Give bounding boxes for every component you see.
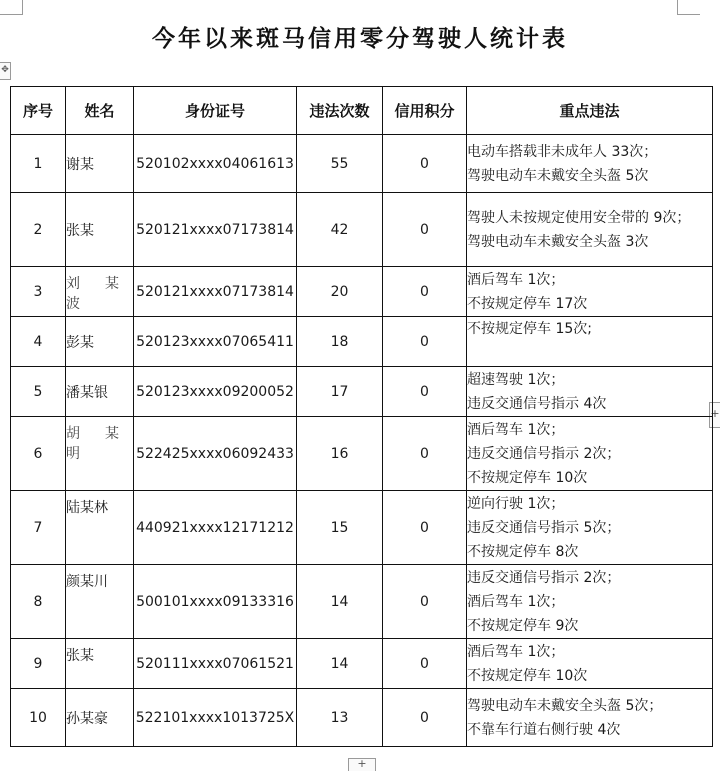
- violation-line: 违反交通信号指示 5次；: [467, 519, 621, 536]
- cell-seq: 2: [11, 193, 66, 267]
- cell-id-number: 522425xxxx06092433: [134, 417, 297, 491]
- violation-line: 违反交通信号指示 4次: [467, 395, 607, 412]
- cell-key-violations: [467, 317, 713, 367]
- cell-seq: 4: [11, 317, 66, 367]
- violation-line: 不按规定停车 8次: [467, 543, 579, 560]
- table-row: [11, 135, 713, 193]
- cell-name: 张某: [66, 639, 134, 689]
- cell-violation-count: 20: [297, 267, 383, 317]
- violation-line: 驾驶电动车未戴安全头盔 5次；: [467, 697, 663, 714]
- cell-key-violations: [467, 491, 713, 565]
- cell-credit-score: 0: [383, 689, 467, 747]
- table-row: [11, 565, 713, 639]
- cell-name: 胡某明: [66, 417, 134, 491]
- header-violation-count: 违法次数: [297, 87, 383, 135]
- header-credit-score: 信用积分: [383, 87, 467, 135]
- violation-line: 不按规定停车 9次: [467, 617, 579, 634]
- table-row: [11, 689, 713, 747]
- cell-credit-score: 0: [383, 135, 467, 193]
- cell-key-violations: [467, 689, 713, 747]
- cell-id-number: 520102xxxx04061613: [134, 135, 297, 193]
- cell-violation-count: 13: [297, 689, 383, 747]
- cell-key-violations: [467, 135, 713, 193]
- cell-name: 谢某: [66, 135, 134, 193]
- cell-violation-count: 15: [297, 491, 383, 565]
- cell-credit-score: 0: [383, 193, 467, 267]
- table-row: [11, 491, 713, 565]
- cell-name: 孙某豪: [66, 689, 134, 747]
- cell-id-number: 440921xxxx12171212: [134, 491, 297, 565]
- cell-seq: 8: [11, 565, 66, 639]
- cell-key-violations: [467, 267, 713, 317]
- cell-seq: 6: [11, 417, 66, 491]
- table-row: [11, 267, 713, 317]
- cell-id-number: 520121xxxx07173814: [134, 193, 297, 267]
- driver-statistics-table: [10, 86, 713, 747]
- cell-seq: 5: [11, 367, 66, 417]
- cell-seq: 3: [11, 267, 66, 317]
- cell-credit-score: 0: [383, 639, 467, 689]
- cell-credit-score: 0: [383, 565, 467, 639]
- table-row: [11, 367, 713, 417]
- cell-violation-count: 18: [297, 317, 383, 367]
- cell-key-violations: [467, 417, 713, 491]
- table-row: [11, 417, 713, 491]
- cell-credit-score: 0: [383, 317, 467, 367]
- cell-seq: 10: [11, 689, 66, 747]
- cell-id-number: 520111xxxx07061521: [134, 639, 297, 689]
- table-header-row: [11, 87, 713, 135]
- cell-violation-count: 42: [297, 193, 383, 267]
- cell-credit-score: 0: [383, 491, 467, 565]
- cell-credit-score: 0: [383, 267, 467, 317]
- violation-line: 不靠车行道右侧行驶 4次: [467, 721, 621, 738]
- cell-credit-score: 0: [383, 367, 467, 417]
- table-row: [11, 317, 713, 367]
- cell-id-number: 522101xxxx1013725X: [134, 689, 297, 747]
- violation-line: 不按规定停车 10次: [467, 667, 588, 684]
- violation-line: 电动车搭载非未成年人 33次；: [467, 143, 658, 160]
- cell-credit-score: 0: [383, 417, 467, 491]
- table-row: [11, 639, 713, 689]
- violation-line: 酒后驾车 1次；: [467, 593, 565, 610]
- cell-key-violations: [467, 639, 713, 689]
- cell-id-number: 520123xxxx07065411: [134, 317, 297, 367]
- violation-line: 酒后驾车 1次；: [467, 421, 565, 438]
- violation-line: 不按规定停车 15次;: [467, 321, 592, 337]
- cell-name: 彭某: [66, 317, 134, 367]
- violation-line: 驾驶电动车未戴安全头盔 5次: [467, 167, 649, 184]
- violation-line: 不按规定停车 17次: [467, 295, 588, 312]
- cell-key-violations: [467, 367, 713, 417]
- add-row-handle[interactable]: +: [348, 758, 376, 771]
- header-seq: 序号: [11, 87, 66, 135]
- document-title: 今年以来斑马信用零分驾驶人统计表: [152, 25, 568, 52]
- cell-seq: 1: [11, 135, 66, 193]
- cell-seq: 7: [11, 491, 66, 565]
- violation-line: 驾驶人未按规定使用安全带的 9次；: [467, 209, 691, 226]
- cell-name: 颜某川: [66, 565, 134, 639]
- cell-violation-count: 17: [297, 367, 383, 417]
- cell-id-number: 520123xxxx09200052: [134, 367, 297, 417]
- cell-violation-count: 16: [297, 417, 383, 491]
- add-column-handle[interactable]: +: [709, 402, 720, 428]
- cell-seq: 9: [11, 639, 66, 689]
- table-row: [11, 193, 713, 267]
- cell-name: 陆某林: [66, 491, 134, 565]
- cell-id-number: 500101xxxx09133316: [134, 565, 297, 639]
- header-key-violations: 重点违法: [467, 87, 713, 135]
- cell-name: 刘某波: [66, 267, 134, 317]
- cell-name: 张某: [66, 193, 134, 267]
- violation-line: 违反交通信号指示 2次；: [467, 445, 621, 462]
- cell-key-violations: [467, 193, 713, 267]
- header-id-number: 身份证号: [134, 87, 297, 135]
- violation-line: 驾驶电动车未戴安全头盔 3次: [467, 233, 649, 250]
- violation-line: 酒后驾车 1次；: [467, 643, 565, 660]
- cell-violation-count: 55: [297, 135, 383, 193]
- violation-line: 超速驾驶 1次；: [467, 371, 565, 388]
- violation-line: 逆向行驶 1次；: [467, 495, 565, 512]
- violation-line: 违反交通信号指示 2次；: [467, 569, 621, 586]
- cell-violation-count: 14: [297, 565, 383, 639]
- cell-id-number: 520121xxxx07173814: [134, 267, 297, 317]
- cell-name: 潘某银: [66, 367, 134, 417]
- cell-violation-count: 14: [297, 639, 383, 689]
- table-move-handle[interactable]: ✥: [0, 62, 11, 80]
- header-name: 姓名: [66, 87, 134, 135]
- cell-key-violations: [467, 565, 713, 639]
- page-corner-marker-right: [677, 0, 700, 15]
- violation-line: 酒后驾车 1次；: [467, 271, 565, 288]
- violation-line: 不按规定停车 10次: [467, 469, 588, 486]
- page-corner-marker-left: [0, 0, 23, 15]
